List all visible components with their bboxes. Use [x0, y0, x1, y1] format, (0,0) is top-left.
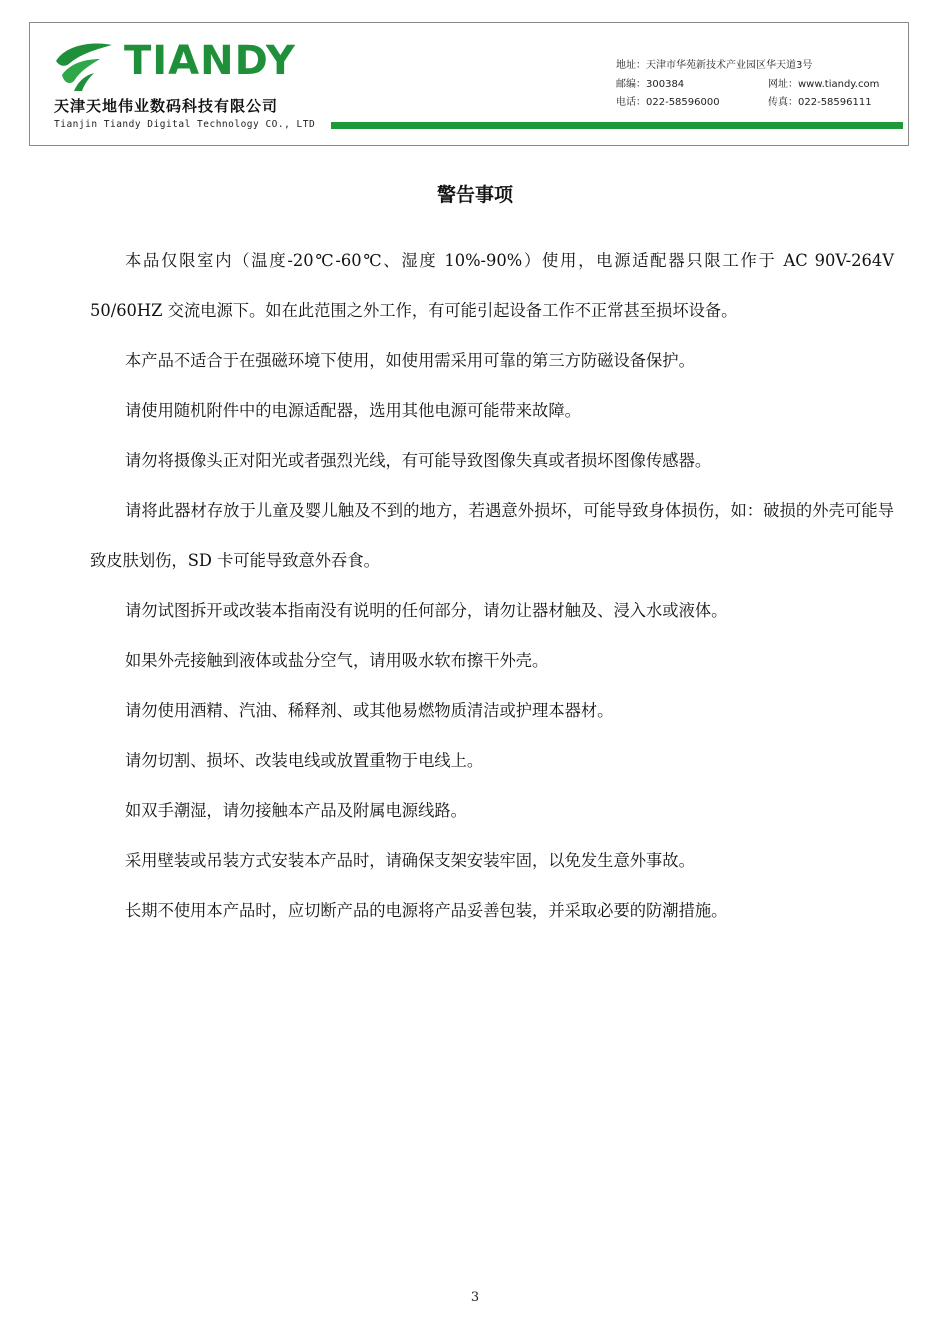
- brand-divider-bar: [331, 122, 903, 129]
- warning-paragraph: 如双手潮湿，请勿接触本产品及附属电源线路。: [125, 801, 467, 820]
- brand-logo: TIANDY: [124, 38, 296, 84]
- warning-paragraph: 请将此器材存放于儿童及婴儿触及不到的地方，若遇意外损坏，可能导致身体损伤，如：破损的外壳可能导致皮肤划伤，SD 卡可能导致意外吞食。: [90, 501, 894, 570]
- warning-paragraph: 本品仅限室内（温度-20℃-60℃、湿度 10%-90%）使用，电源适配器只限工作于 AC 90V-264V 50/60HZ 交流电源下。如在此范围之外工作，有可能引起设备工作不正常甚至损坏设备。: [90, 251, 894, 320]
- warning-paragraph: 请使用随机附件中的电源适配器，选用其他电源可能带来故障。: [125, 401, 581, 420]
- contact-postcode: 邮编：300384: [616, 79, 685, 90]
- warning-paragraph: 本产品不适合于在强磁环境下使用，如使用需采用可靠的第三方防磁设备保护。: [125, 351, 695, 370]
- warning-paragraph: 如果外壳接触到液体或盐分空气，请用吸水软布擦干外壳。: [125, 651, 549, 670]
- contact-address: 地址：天津市华苑新技术产业园区华天道3号: [616, 60, 813, 71]
- page-number: 3: [470, 1290, 480, 1305]
- contact-fax: 传真：022-58596111: [768, 97, 872, 108]
- warning-paragraph: 采用壁装或吊装方式安装本产品时，请确保支架安装牢固，以免发生意外事故。: [125, 851, 695, 870]
- letterhead: [29, 22, 909, 146]
- warning-paragraph: 长期不使用本产品时，应切断产品的电源将产品妥善包装，并采取必要的防潮措施。: [125, 901, 728, 920]
- warning-list: [90, 236, 894, 936]
- company-name-cn: 天津天地伟业数码科技有限公司: [54, 97, 279, 115]
- contact-website: 网址：www.tiandy.com: [768, 79, 880, 90]
- warning-paragraph: 请勿使用酒精、汽油、稀释剂、或其他易燃物质清洁或护理本器材。: [125, 701, 614, 720]
- page-title: 警告事项: [436, 184, 513, 206]
- contact-phone: 电话：022-58596000: [616, 97, 720, 108]
- warning-paragraph: 请勿切割、损坏、改装电线或放置重物于电线上。: [125, 751, 484, 770]
- warning-paragraph: 请勿试图拆开或改装本指南没有说明的任何部分，请勿让器材触及、浸入水或液体。: [125, 601, 728, 620]
- leaf-logo-icon: [52, 41, 114, 93]
- warning-paragraph: 请勿将摄像头正对阳光或者强烈光线，有可能导致图像失真或者损坏图像传感器。: [125, 451, 712, 470]
- company-name-en: Tianjin Tiandy Digital Technology CO., LTD: [54, 119, 316, 130]
